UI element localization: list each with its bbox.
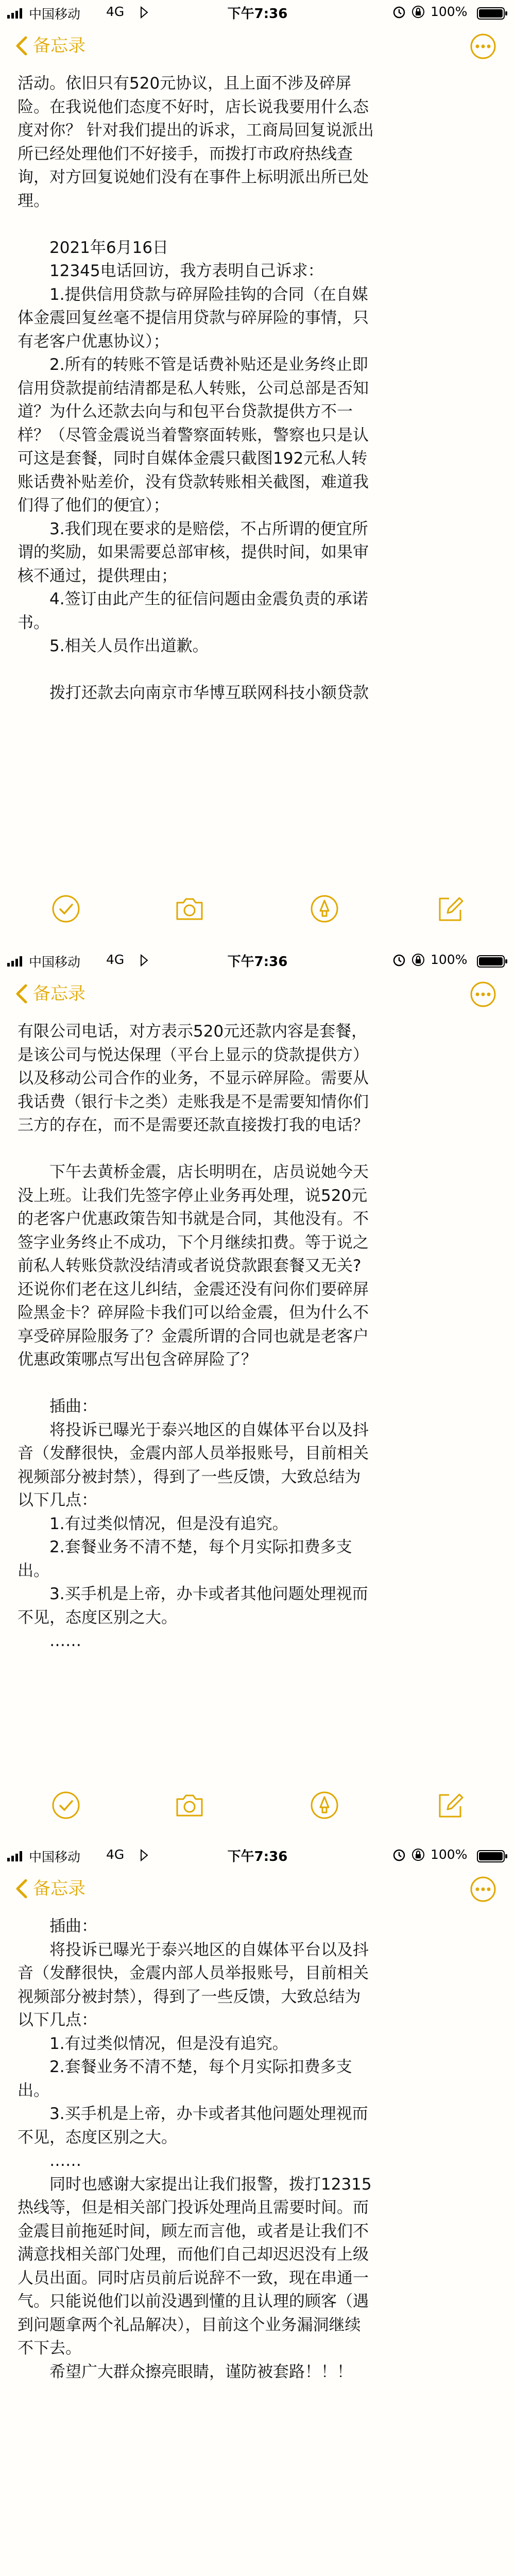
note-line: 视频部分被封禁），得到了一些反馈，大致总结为 xyxy=(18,1987,361,2006)
note-line: 可这是套餐，同时自媒体金震只截图192元私人转 xyxy=(18,449,368,468)
note-line: 12345电话回访，我方表明自己诉求： xyxy=(49,262,324,280)
screenshot-1 xyxy=(0,0,515,948)
note-line: 3.买手机是上帝，办卡或者其他问题处理视而 xyxy=(49,2105,368,2123)
compose-icon[interactable] xyxy=(435,1790,466,1821)
more-icon[interactable] xyxy=(470,33,496,60)
note-line: 享受碎屏险服务了？金震所谓的合同也就是老客户 xyxy=(18,1327,369,1346)
status-bar xyxy=(0,948,515,973)
battery-icon xyxy=(477,7,508,20)
note-line: 核不通过，提供理由； xyxy=(18,566,177,585)
note-line: 谓的奖励，如果需要总部审核，提供时间，如果审 xyxy=(18,543,369,562)
note-line xyxy=(18,1138,502,1161)
note-line: 2021年6月16日 xyxy=(49,238,169,257)
note-line: 们得了他们的便宜）； xyxy=(18,496,169,515)
back-label: 备忘录 xyxy=(33,1878,85,1899)
note-line: 希望广大群众擦亮眼睛，谨防被套路！！！ xyxy=(49,2362,353,2381)
compose-icon[interactable] xyxy=(435,893,466,924)
note-line: 2.套餐业务不清不楚，每个月实际扣费多支 xyxy=(49,2058,352,2076)
note-line: 理。 xyxy=(18,191,49,210)
orientation-lock-icon xyxy=(412,953,424,967)
alarm-icon xyxy=(392,953,406,967)
pen-markup-icon[interactable] xyxy=(309,1790,340,1821)
note-line: 活动。依旧只有520元协议，且上面不涉及碎屏 xyxy=(18,74,352,93)
note-line: 样？（尽管金震说当着警察面转账，警察也只是认 xyxy=(18,426,369,445)
note-line: 优惠政策哪点写出包含碎屏险了？ xyxy=(18,1350,257,1369)
note-line: 有老客户优惠协议）； xyxy=(18,332,169,351)
note-line xyxy=(18,213,502,236)
note-line: 险。在我说他们态度不好时，店长说我要用什么态 xyxy=(18,97,369,116)
note-line: 询，对方回复说她们没有在事件上标明派出所已处 xyxy=(18,168,369,187)
orientation-lock-icon xyxy=(412,5,424,19)
note-line: 签字业务终止不成功，下个月继续扣费。等于说之 xyxy=(18,1233,369,1252)
note-content[interactable] xyxy=(18,72,502,705)
note-line: 账话费补贴差价，没有贷款转账相关截图，难道我 xyxy=(18,472,369,492)
battery-percent: 100% xyxy=(431,952,468,967)
note-line: 视频部分被封禁），得到了一些反馈，大致总结为 xyxy=(18,1467,361,1486)
note-line: 不下去。 xyxy=(18,2339,81,2358)
note-line: 音（发酵很快，金震内部人员举报账号，目前相关 xyxy=(18,1444,369,1463)
pen-markup-icon[interactable] xyxy=(309,893,340,924)
note-line: 出。 xyxy=(18,1561,49,1580)
alarm-icon xyxy=(392,1848,406,1861)
carrier-label: 中国移动 xyxy=(29,7,81,22)
chevron-left-icon xyxy=(13,1879,30,1899)
back-label: 备忘录 xyxy=(33,984,85,1004)
more-icon[interactable] xyxy=(470,1876,496,1903)
note-line: 不见，态度区别之大。 xyxy=(18,2128,177,2147)
note-line: 以下几点： xyxy=(18,1491,97,1510)
note-line: 道？为什么还款去向与和包平台贷款提供方不一 xyxy=(18,402,353,421)
clock: 下午7:36 xyxy=(227,1849,288,1865)
nav-bar xyxy=(0,1868,515,1909)
note-line: 以下几点： xyxy=(18,2011,97,2029)
network-label: 4G xyxy=(106,4,125,19)
note-line xyxy=(18,658,502,682)
note-line: 没上班。让我们先签字停止业务再处理，说520元 xyxy=(18,1186,368,1205)
note-line: 同时也感谢大家提出让我们报警，拨打12315 xyxy=(49,2175,372,2194)
carrier-label: 中国移动 xyxy=(29,955,81,970)
note-line: 插曲： xyxy=(49,1917,97,1936)
note-line: 的老客户优惠政策告知书就是合同，其他没有。不 xyxy=(18,1210,369,1228)
note-line: 音（发酵很快，金震内部人员举报账号，目前相关 xyxy=(18,1964,369,1982)
note-line: 金震目前拖延时间，顾左而言他，或者是让我们不 xyxy=(18,2222,369,2241)
clock: 下午7:36 xyxy=(227,954,288,970)
battery-icon xyxy=(477,1850,508,1862)
chevron-left-icon xyxy=(13,984,30,1004)
note-content[interactable] xyxy=(18,1020,502,1653)
note-line: 还说你们老在这儿纠结，金震还没有问你们要碎屏 xyxy=(18,1280,369,1299)
note-line: 信用贷款提前结清都是私人转账，公司总部是否知 xyxy=(18,379,369,398)
note-line: 我话费（银行卡之类）走账我是不是需要知情你们 xyxy=(18,1092,369,1111)
note-line: 出。 xyxy=(18,2081,49,2100)
more-icon[interactable] xyxy=(470,981,496,1008)
note-line: 三方的存在，而不是需要还款直接拨打我的电话？ xyxy=(18,1116,369,1134)
note-line: 3.买手机是上帝，办卡或者其他问题处理视而 xyxy=(49,1585,368,1603)
note-content[interactable] xyxy=(18,1915,502,2384)
note-line: 书。 xyxy=(18,613,49,632)
status-bar xyxy=(0,1843,515,1868)
note-line: …… xyxy=(49,2151,81,2170)
checklist-icon[interactable] xyxy=(50,1790,81,1821)
note-line: 拨打还款去向南京市华博互联网科技小额贷款 xyxy=(49,684,369,702)
back-button[interactable] xyxy=(10,1871,85,1907)
note-line: 满意找相关部门处理，而他们自己却迟迟没有上级 xyxy=(18,2245,369,2264)
note-line: 不见，态度区别之大。 xyxy=(18,1608,177,1627)
status-bar xyxy=(0,0,515,25)
screenshot-2 xyxy=(0,948,515,1843)
note-line: 热线等，但是相关部门投诉处理尚且需要时间。而 xyxy=(18,2198,369,2217)
network-label: 4G xyxy=(106,1847,125,1862)
note-line: 2.套餐业务不清不楚，每个月实际扣费多支 xyxy=(49,1538,352,1556)
back-button[interactable] xyxy=(10,28,85,64)
battery-percent: 100% xyxy=(431,4,468,19)
note-line: 1.提供信用贷款与碎屏险挂钩的合同（在自媒 xyxy=(49,285,368,304)
note-line: 是该公司与悦达保理（平台上显示的贷款提供方） xyxy=(18,1045,369,1064)
note-line: 有限公司电话，对方表示520元还款内容是套餐， xyxy=(18,1022,368,1041)
camera-icon[interactable] xyxy=(174,893,205,924)
orientation-lock-icon xyxy=(412,1848,424,1861)
note-line: 4.签订由此产生的征信问题由金震负责的承诺 xyxy=(49,590,368,608)
note-line: 将投诉已曝光于泰兴地区的自媒体平台以及抖 xyxy=(49,1420,369,1439)
note-line: …… xyxy=(49,1632,81,1650)
note-line: 2.所有的转账不管是话费补贴还是业务终止即 xyxy=(49,355,368,374)
nav-bar xyxy=(0,973,515,1014)
back-label: 备忘录 xyxy=(33,36,85,56)
back-button[interactable] xyxy=(10,976,85,1012)
bottom-toolbar xyxy=(0,1777,515,1834)
note-line: 气。只能说他们以前没遇到懂的且认理的顾客（遇 xyxy=(18,2292,369,2311)
note-line: 将投诉已曝光于泰兴地区的自媒体平台以及抖 xyxy=(49,1940,369,1959)
note-line: 到问题拿两个礼品解决），目前这个业务漏洞继续 xyxy=(18,2315,361,2334)
network-label: 4G xyxy=(106,952,125,967)
note-line: 体金震回复丝毫不提信用贷款与碎屏险的事情，只 xyxy=(18,309,369,327)
note-line: 插曲： xyxy=(49,1397,97,1416)
note-line: 度对你？ 针对我们提出的诉求，工商局回复说派出 xyxy=(18,121,374,140)
note-line: 1.有过类似情况，但是没有追究。 xyxy=(49,1514,288,1533)
bottom-toolbar xyxy=(0,881,515,938)
checklist-icon[interactable] xyxy=(50,893,81,924)
note-line: 1.有过类似情况，但是没有追究。 xyxy=(49,2034,288,2053)
battery-icon xyxy=(477,955,508,968)
note-line xyxy=(18,1372,502,1396)
alarm-icon xyxy=(392,5,406,19)
nav-bar xyxy=(0,25,515,66)
note-line: 3.我们现在要求的是赔偿，不占所谓的便宜所 xyxy=(49,519,368,538)
chevron-left-icon xyxy=(13,36,30,56)
carrier-label: 中国移动 xyxy=(29,1850,81,1865)
note-line: 人员出面。同时店员前后说辞不一致，现在串通一 xyxy=(18,2268,369,2287)
note-line: 5.相关人员作出道歉。 xyxy=(49,637,209,655)
camera-icon[interactable] xyxy=(174,1790,205,1821)
note-line: 下午去黄桥金震，店长明明在，店员说她今天 xyxy=(49,1163,369,1181)
screenshot-3 xyxy=(0,1843,515,2576)
note-line: 险黑金卡？碎屏险卡我们可以给金震，但为什么不 xyxy=(18,1303,369,1322)
note-line: 以及移动公司合作的业务，不显示碎屏险。需要从 xyxy=(18,1069,369,1088)
clock: 下午7:36 xyxy=(227,6,288,22)
note-line: 所已经处理他们不好接手，而拨打市政府热线查 xyxy=(18,144,353,163)
note-line: 前私人转账贷款没结清或者说贷款跟套餐又无关? xyxy=(18,1257,362,1275)
battery-percent: 100% xyxy=(431,1847,468,1862)
